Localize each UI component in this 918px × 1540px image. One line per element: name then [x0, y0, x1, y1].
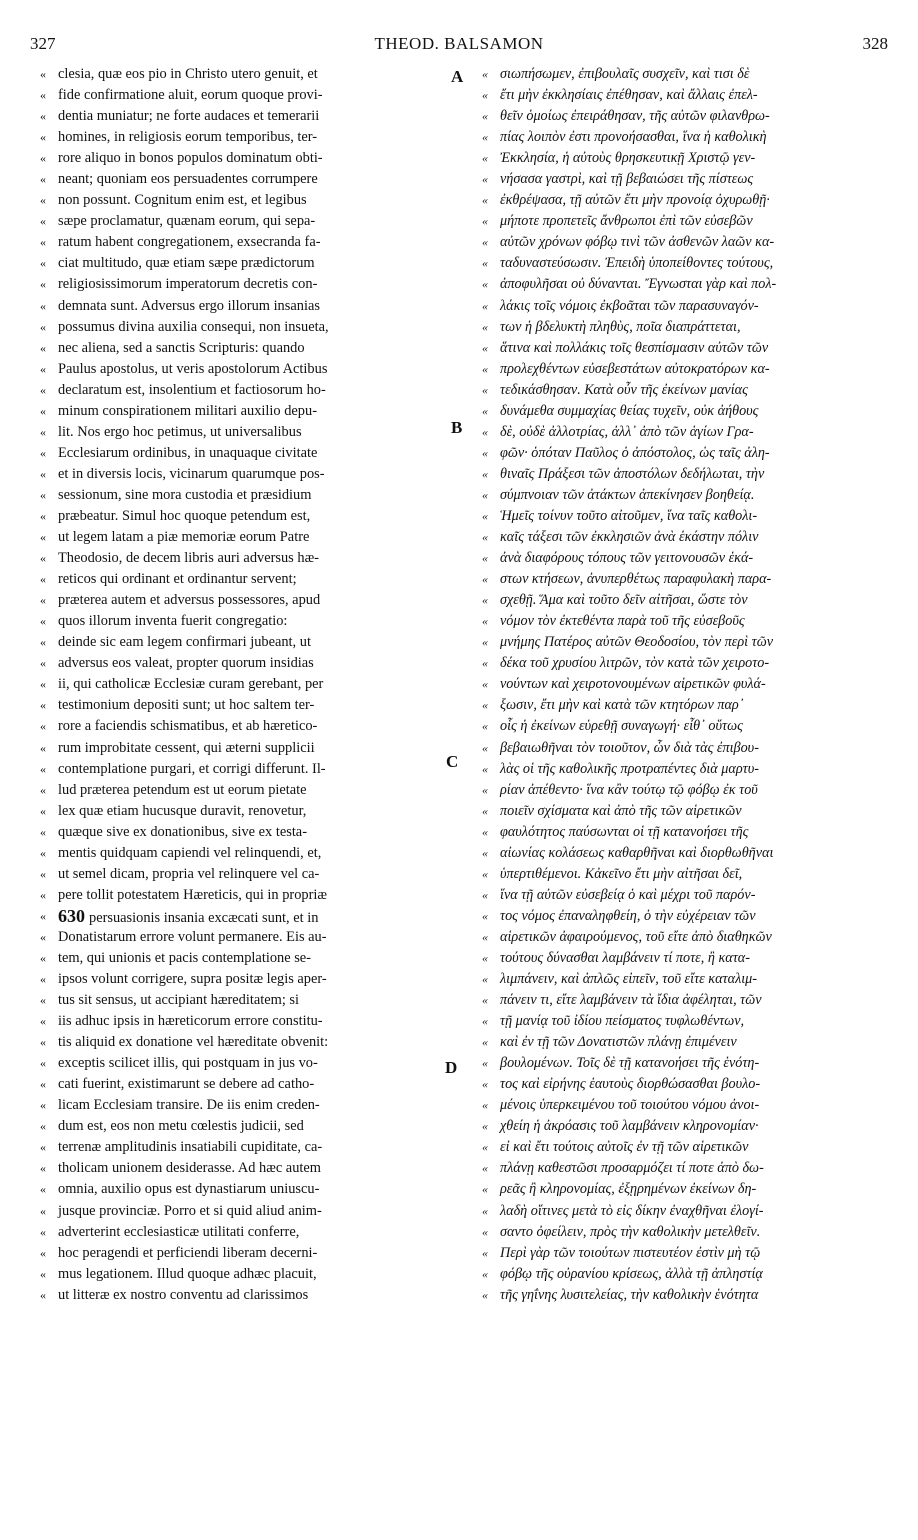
- latin-line-text: dentia muniatur; ne forte audaces et temerarii: [58, 108, 320, 125]
- greek-line: [480, 569, 878, 590]
- greek-line: [480, 1158, 878, 1179]
- greek-line-text: χθείη ἡ ἀκρόασις τοῦ λαμβάνειν κληρονομίαν·: [500, 1118, 759, 1135]
- greek-line-text: ἔτι μὴν ἐκκλησίαις ἐπέθησαν, καὶ ἄλλαις ἐπελ-: [500, 87, 758, 104]
- latin-line-text: Donatistarum errore volunt permanere. Eis au-: [58, 928, 327, 945]
- latin-line: [38, 1179, 456, 1200]
- greek-line: [480, 1201, 878, 1222]
- greek-line: [480, 1264, 878, 1285]
- latin-line: [38, 359, 456, 380]
- latin-line-text: sæpe proclamatur, quænam eorum, qui sepa-: [58, 213, 316, 230]
- greek-line: [480, 674, 878, 695]
- greek-line-text: αἰωνίας κολάσεως καθαρθῆναι καὶ διορθωθῆναι: [500, 844, 774, 861]
- latin-line: [38, 885, 456, 906]
- latin-line-text: pere tollit potestatem Hæreticis, qui in propriæ: [58, 886, 327, 903]
- greek-line-text: τεδικάσθησαν. Κατὰ οὖν τῆς ἐκείνων μανίας: [500, 381, 748, 398]
- greek-line: [480, 1011, 878, 1032]
- greek-line: [480, 927, 878, 948]
- latin-line-text: tholicam unionem desiderasse. Ad hæc autem: [58, 1160, 321, 1177]
- greek-line-text: δέκα τοῦ χρυσίου λιτρῶν, τὸν κατὰ τῶν χειροτο-: [500, 655, 770, 672]
- latin-line: [38, 148, 456, 169]
- greek-line-text: πάνειν τι, εἴτε λαμβάνειν τὰ ἴδια ἀφέληται, τῶν: [500, 992, 762, 1009]
- greek-line-text: φῶν· ὁπόταν Παῦλος ὁ ἀπόστολος, ὡς ταῖς ἀλη-: [500, 444, 770, 461]
- greek-line: [480, 190, 878, 211]
- latin-line-text: cati fuerint, existimarunt se debere ad catho-: [58, 1076, 315, 1093]
- greek-line-text: βεβαιωθῆναι τὸν τοιοῦτον, ὧν διὰ τὰς ἐπιβου-: [500, 739, 759, 756]
- greek-line-text: πλάνῃ καθεστῶσι προσαρμόζει τί ποτε ἀπὸ δω-: [500, 1160, 764, 1177]
- latin-line-text: mentis quidquam capiendi vel relinquendi, et,: [58, 844, 322, 861]
- latin-line: [38, 1264, 456, 1285]
- latin-line: [38, 506, 456, 527]
- latin-line-text: testimonium depositi sunt; ut hoc saltem ter-: [58, 697, 315, 714]
- latin-line-text: tus sit sensus, ut accipiant hæreditatem; si: [58, 992, 300, 1009]
- greek-line: [480, 1032, 878, 1053]
- greek-line-text: μένοις ὑπερκειμένου τοῦ τοιούτου νόμου ἀνοι-: [500, 1097, 760, 1114]
- greek-line-text: ξωσιν, ἔτι μὴν καὶ κατὰ τῶν κτητόρων παρ᾽: [500, 697, 744, 714]
- greek-line-text: νούντων καὶ χειροτονουμένων αἱρετικῶν φυλά-: [500, 676, 766, 693]
- latin-line: [38, 85, 456, 106]
- latin-line-text: ut semel dicam, propria vel relinquere vel ca-: [58, 865, 320, 882]
- latin-line: [38, 485, 456, 506]
- greek-line: [480, 864, 878, 885]
- greek-line: [480, 1222, 878, 1243]
- latin-line-text: religiosissimorum imperatorum decretis con-: [58, 276, 318, 293]
- greek-line: [480, 169, 878, 190]
- page-header: [30, 34, 888, 58]
- latin-line-text: ratum habent congregationem, exsecranda fa-: [58, 234, 321, 251]
- greek-line: [480, 969, 878, 990]
- greek-line-text: φόβῳ τῆς οὐρανίου κρίσεως, ἀλλὰ τῇ ἀπληστίᾳ: [500, 1265, 763, 1282]
- greek-line: [480, 359, 878, 380]
- greek-line-text: στων κτήσεων, ἀνυπερθέτως παραφυλακὴ παρα-: [500, 571, 772, 588]
- greek-line-text: δὲ, οὐδὲ ἀλλοτρίας, ἀλλ᾽ ἀπὸ τῶν ἁγίων Γρα-: [500, 423, 754, 440]
- latin-line: [38, 401, 456, 422]
- greek-line-text: σχεθῇ. Ἅμα καὶ τοῦτο δεῖν αἰτῆσαι, ὥστε τὸν: [500, 592, 748, 609]
- latin-line-text: præterea autem et adversus possessores, apud: [58, 592, 321, 609]
- latin-line: [38, 1222, 456, 1243]
- greek-line: [480, 885, 878, 906]
- greek-line-text: τος νόμος ἐπαναληφθείη, ὁ τὴν εὐχέρειαν τῶν: [500, 907, 756, 924]
- latin-line: [38, 948, 456, 969]
- latin-line: [38, 906, 456, 927]
- latin-line-text: persuasionis insania excæcati sunt, et in: [89, 909, 319, 926]
- greek-line-text: οἷς ἡ ἐκείνων εὑρεθῇ συναγωγή· εἶθ᾽ οὕτως: [500, 718, 743, 735]
- latin-line-text: reticos qui ordinant et ordinantur servent;: [58, 571, 297, 588]
- greek-line: [480, 843, 878, 864]
- greek-line: [480, 1179, 878, 1200]
- latin-line: [38, 253, 456, 274]
- greek-line: [480, 780, 878, 801]
- greek-line-text: ὑπερτιθέμενοι. Κἀκεῖνο ἔτι μὴν αἰτῆσαι δεῖ,: [500, 865, 743, 882]
- latin-line: [38, 1201, 456, 1222]
- latin-line: [38, 1285, 456, 1306]
- greek-line-text: μήποτε προπετεῖς ἄνθρωποι ἐπὶ τῶν εὐσεβῶν: [500, 213, 753, 230]
- greek-line-text: λάκις τοῖς νόμοις ἐκβοᾶται τῶν παρασυναγόν-: [500, 297, 759, 314]
- greek-line: [480, 632, 878, 653]
- latin-line: [38, 674, 456, 695]
- greek-line: [480, 759, 878, 780]
- greek-line-text: θιναῖς Πράξεσι τῶν ἀποστόλων δεδήλωται, τὴν: [500, 465, 765, 482]
- greek-line: [480, 527, 878, 548]
- greek-line: [480, 148, 878, 169]
- latin-line: [38, 716, 456, 737]
- latin-line-text: et in diversis locis, vicinarum quarumque pos-: [58, 465, 325, 482]
- greek-line: [480, 1243, 878, 1264]
- latin-line: [38, 548, 456, 569]
- latin-line-text: Theodosio, de decem libris auri adversus hæ-: [58, 550, 319, 567]
- latin-line-text: ut litteræ ex nostro conventu ad clarissimos: [58, 1286, 309, 1303]
- greek-line-text: δυνάμεθα συμμαχίας θείας τυχεῖν, οὐκ ἀήθους: [500, 402, 759, 419]
- latin-line: [38, 1137, 456, 1158]
- greek-line-text: θεῖν ὁμοίως ἐπειράθησαν, τῆς αὐτῶν φιλανθρω-: [500, 108, 770, 125]
- latin-line: [38, 927, 456, 948]
- latin-line-text: deinde sic eam legem confirmari jubeant, ut: [58, 634, 311, 651]
- greek-line-text: λαδὴ οἵτινες μετὰ τὸ εἰς δίκην ἐναχθῆναι ἐλογί-: [500, 1202, 764, 1219]
- margin-page-number: 630: [58, 905, 85, 926]
- greek-line: [480, 695, 878, 716]
- latin-line-text: ut legem latam a piæ memoriæ eorum Patre: [58, 529, 310, 546]
- latin-line-text: omnia, auxilio opus est dynastiarum uniuscu-: [58, 1181, 320, 1198]
- latin-line-text: minum conspirationem militari auxilio depu-: [58, 402, 317, 419]
- latin-line: [38, 338, 456, 359]
- latin-line-text: lit. Nos ergo hoc petimus, ut universalibus: [58, 423, 302, 440]
- latin-line-text: Paulus apostolus, ut veris apostolorum Actibus: [58, 360, 328, 377]
- latin-line-text: sessionum, sine mora custodia et præsidium: [58, 486, 312, 503]
- latin-line: [38, 780, 456, 801]
- greek-line-text: νόμον τὸν ἐκτεθέντα παρὰ τοῦ τῆς εὐσεβοῦς: [500, 613, 745, 630]
- latin-line-text: lex quæ etiam hucusque duravit, renovetur,: [58, 802, 307, 819]
- latin-line-text: ciat multitudo, quæ etiam sæpe prædictorum: [58, 255, 315, 272]
- latin-line: [38, 695, 456, 716]
- latin-line-text: mus legationem. Illud quoque adhæc placuit,: [58, 1265, 317, 1282]
- greek-line: [480, 506, 878, 527]
- latin-line: [38, 632, 456, 653]
- greek-line: [480, 317, 878, 338]
- greek-line: [480, 611, 878, 632]
- greek-line-text: ταδυναστεύσωσιν. Ἐπειδὴ ὑποπείθοντες τούτους,: [500, 255, 774, 272]
- greek-line: [480, 738, 878, 759]
- latin-line: [38, 801, 456, 822]
- page-number-right: 328: [862, 34, 888, 53]
- latin-line-text: contemplatione purgari, et corrigi differunt. Il-: [58, 760, 326, 777]
- latin-line-text: ipsos volunt corrigere, supra positæ legis aper-: [58, 971, 327, 988]
- latin-line-text: hoc peragendi et perficiendi liberam decerni-: [58, 1244, 318, 1261]
- latin-line-text: quos illorum inventa fuerit congregatio:: [58, 613, 288, 630]
- greek-line: [480, 990, 878, 1011]
- latin-line: [38, 127, 456, 148]
- greek-line: [480, 106, 878, 127]
- greek-line-text: Περὶ γὰρ τῶν τοιούτων πιστευτέον ἐστὶν μὴ τῷ: [500, 1244, 761, 1261]
- greek-line-text: των ἡ βδελυκτὴ πληθὺς, ποῖα διαπράττεται,: [500, 318, 741, 335]
- latin-line: [38, 653, 456, 674]
- greek-line: [480, 64, 878, 85]
- latin-line-text: licam Ecclesiam transire. De iis enim creden-: [58, 1097, 320, 1114]
- latin-line-text: homines, in religiosis eorum temporibus, ter-: [58, 129, 318, 146]
- greek-line-text: αὐτῶν χρόνων φόβῳ τινὶ τῶν ἀσθενῶν λαῶν κα-: [500, 234, 775, 251]
- greek-line: [480, 485, 878, 506]
- latin-line-text: adverterint ecclesiasticæ utilitati conferre,: [58, 1223, 300, 1240]
- greek-line-text: ρεᾶς ἢ κληρονομίας, ἐξῃρημένων ἐκείνων δη-: [500, 1181, 757, 1198]
- greek-line: [480, 1074, 878, 1095]
- greek-line-text: ρίαν ἀπέθεντο· ἵνα κἂν τούτῳ τῷ φόβῳ ἐκ τοῦ: [500, 781, 758, 798]
- latin-line: [38, 274, 456, 295]
- latin-line-text: rore a faciendis schismatibus, et ab hæretico-: [58, 718, 318, 735]
- latin-line: [38, 1032, 456, 1053]
- greek-line-text: τῆς γηΐνης λυσιτελείας, τὴν καθολικὴν ἑνότητα: [500, 1286, 759, 1303]
- latin-line: [38, 969, 456, 990]
- greek-line-text: εἰ καὶ ἔτι τούτοις αὐτοῖς ἐν τῇ τῶν αἱρετικῶν: [500, 1139, 749, 1156]
- latin-line: [38, 759, 456, 780]
- greek-line-text: τῇ μανίᾳ τοῦ ἰδίου πείσματος τυφλωθέντων,: [500, 1013, 745, 1030]
- greek-line: [480, 653, 878, 674]
- latin-line-text: nec aliena, sed a sanctis Scripturis: quando: [58, 339, 305, 356]
- greek-line-text: τος καὶ εἰρήνης ἑαυτοὺς διορθώσασθαι βουλο-: [500, 1076, 761, 1093]
- greek-line: [480, 85, 878, 106]
- greek-line-text: φαυλότητος παύσωνται οἱ τῇ κατανοήσει τῆς: [500, 823, 749, 840]
- latin-line: [38, 1053, 456, 1074]
- latin-line-text: jusque provinciæ. Porro et si quid aliud anim-: [58, 1202, 322, 1219]
- greek-line: [480, 716, 878, 737]
- latin-line-text: possumus divina auxilia consequi, non insueta,: [58, 318, 329, 335]
- latin-line-text: exceptis scilicet illis, qui postquam in jus vo-: [58, 1055, 318, 1072]
- latin-line: [38, 590, 456, 611]
- latin-line: [38, 843, 456, 864]
- latin-line: [38, 527, 456, 548]
- greek-line: [480, 464, 878, 485]
- greek-line-text: λὰς οἱ τῆς καθολικῆς προτραπέντες διὰ μαρτυ-: [500, 760, 759, 777]
- greek-line-text: αἱρετικῶν ἀφαιρούμενος, τοῦ εἴτε ἀπὸ διαθηκῶν: [500, 928, 772, 945]
- latin-line-text: lud præterea petendum est ut eorum pietate: [58, 781, 307, 798]
- latin-line-text: rore aliquo in bonos populos dominatum obti-: [58, 150, 323, 167]
- greek-line: [480, 443, 878, 464]
- latin-line: [38, 296, 456, 317]
- latin-line: [38, 232, 456, 253]
- greek-line-text: μνήμης Πατέρος αὐτῶν Θεοδοσίου, τὸν περὶ τῶν: [500, 634, 774, 651]
- latin-line-text: terrenæ amplitudinis insatiabili cupiditate, ca-: [58, 1139, 323, 1156]
- greek-line-text: καῖς τάξεσι τῶν ἐκκλησιῶν ἀνὰ ἑκάστην πόλιν: [500, 529, 759, 546]
- latin-line: [38, 443, 456, 464]
- greek-line: [480, 380, 878, 401]
- greek-line-text: προλεχθέντων εὐσεβεστάτων αὐτοκρατόρων κα-: [500, 360, 770, 377]
- latin-line-text: neant; quoniam eos persuadentes corrumpere: [58, 171, 318, 188]
- latin-line-text: declaratum est, insolentium et factiosorum ho-: [58, 381, 326, 398]
- latin-column: [38, 64, 459, 1306]
- greek-line: [480, 1095, 878, 1116]
- greek-line-text: πίας λοιπὸν ἐστι προνοήσασθαι, ἵνα ἡ καθολικὴ: [500, 129, 767, 146]
- latin-line: [38, 190, 456, 211]
- greek-line: [480, 232, 878, 253]
- greek-line: [480, 1285, 878, 1306]
- greek-line: [480, 906, 878, 927]
- greek-line: [480, 948, 878, 969]
- greek-line: [480, 338, 878, 359]
- greek-line: [480, 822, 878, 843]
- latin-line: [38, 1158, 456, 1179]
- greek-line-text: λιμπάνειν, καὶ ἁπλῶς εἰπεῖν, τοῦ εἴτε καταλιμ-: [500, 971, 758, 988]
- latin-line: [38, 864, 456, 885]
- page-number-left: 327: [30, 34, 56, 53]
- latin-line-text: rum improbitate cessent, qui æterni supplicii: [58, 739, 315, 756]
- greek-line-text: Ἡμεῖς τοίνυν τοῦτο αἰτοῦμεν, ἵνα ταῖς καθολι-: [500, 507, 758, 524]
- latin-line-text: quæque sive ex donationibus, sive ex testa-: [58, 823, 307, 840]
- latin-line: [38, 1243, 456, 1264]
- greek-line-text: σιωπήσωμεν, ἐπιβουλαῖς συσχεῖν, καὶ τισι δὲ: [500, 66, 750, 82]
- latin-line: [38, 169, 456, 190]
- latin-line: [38, 1095, 456, 1116]
- latin-line: [38, 422, 456, 443]
- greek-line-text: σαντο ὀφείλειν, πρὸς τὴν καθολικὴν μετελθεῖν.: [500, 1223, 761, 1240]
- margin-letter-b: B: [451, 418, 463, 437]
- greek-line-text: ἵνα τῇ αὐτῶν εὐσεβείᾳ ὁ καὶ μέχρι τοῦ παρόν-: [500, 886, 756, 903]
- greek-line: [480, 296, 878, 317]
- latin-line-text: ii, qui catholicæ Ecclesiæ curam gerebant, per: [58, 676, 324, 693]
- latin-line: [38, 64, 456, 85]
- greek-line-text: νήσασα γαστρὶ, καὶ τῇ βεβαιώσει τῆς πίστεως: [500, 171, 754, 188]
- latin-line-text: præbeatur. Simul hoc quoque petendum est,: [58, 507, 311, 524]
- latin-line: [38, 990, 456, 1011]
- latin-line: [38, 1116, 456, 1137]
- latin-line-text: non possunt. Cognitum enim est, et legibus: [58, 192, 307, 209]
- latin-line-text: clesia, quæ eos pio in Christo utero genuit, et: [58, 66, 318, 82]
- greek-line: [480, 1137, 878, 1158]
- latin-line-text: Ecclesiarum ordinibus, in unaquaque civitate: [58, 444, 318, 461]
- greek-line: [480, 127, 878, 148]
- greek-line: [480, 274, 878, 295]
- latin-line: [38, 464, 456, 485]
- greek-line-text: σύμπνοιαν τῶν ἀτάκτων ἀπεκίνησεν βοηθείᾳ.: [500, 486, 755, 503]
- latin-line-text: fide confirmatione aluit, eorum quoque provi-: [58, 87, 323, 104]
- greek-line: [480, 1116, 878, 1137]
- greek-line-text: ἅτινα καὶ πολλάκις τοῖς θεσπίσμασιν αὐτῶν τῶν: [500, 339, 769, 356]
- latin-line: [38, 211, 456, 232]
- latin-line: [38, 380, 456, 401]
- greek-line-text: τούτους δύνασθαι λαμβάνειν τί ποτε, ἢ κατα-: [500, 949, 750, 966]
- latin-line: [38, 611, 456, 632]
- margin-letter-c: C: [446, 752, 459, 771]
- greek-line: [480, 548, 878, 569]
- greek-line: [480, 401, 878, 422]
- latin-line: [38, 106, 456, 127]
- running-title: THEOD. BALSAMON: [374, 34, 544, 53]
- margin-letter-d: D: [445, 1058, 458, 1077]
- latin-line-text: adversus eos valeat, propter quorum insidias: [58, 655, 314, 672]
- latin-line: [38, 569, 456, 590]
- greek-line-text: ἀνὰ διαφόρους τόπους τῶν γειτονουσῶν ἑκά-: [500, 550, 754, 567]
- greek-line: [480, 422, 878, 443]
- latin-line-text: tem, qui unionis et pacis contemplatione se-: [58, 949, 311, 966]
- greek-line: [480, 253, 878, 274]
- greek-line: [480, 590, 878, 611]
- greek-line-text: καὶ ἐν τῇ τῶν Δονατιστῶν πλάνῃ ἐπιμένειν: [500, 1034, 737, 1051]
- latin-line: [38, 1074, 456, 1095]
- greek-line-text: ἐκθρέψασα, τῇ αὐτῶν ἔτι μὴν προνοίᾳ ὀχυρωθῇ·: [500, 192, 770, 209]
- margin-letter-a: A: [451, 67, 464, 86]
- greek-line: [480, 1053, 878, 1074]
- greek-line-text: ποιεῖν σχίσματα καὶ ἀπὸ τῆς τῶν αἱρετικῶν: [500, 802, 742, 819]
- greek-line: [480, 211, 878, 232]
- latin-line-text: dum est, eos non metu cœlestis judicii, sed: [58, 1118, 304, 1135]
- latin-line: [38, 1011, 456, 1032]
- latin-line: [38, 317, 456, 338]
- latin-line-text: demnata sunt. Adversus ergo illorum insanias: [58, 297, 320, 314]
- greek-line-text: βουλομένων. Τοῖς δὲ τῇ κατανοήσει τῆς ἑνότη-: [500, 1055, 760, 1072]
- greek-line-text: Ἐκκλησία, ἡ αὐτοὺς θρησκευτικῇ Χριστῷ γεν-: [500, 150, 756, 167]
- greek-column: [480, 64, 878, 1306]
- latin-line-text: iis adhuc ipsis in hæreticorum errore constitu-: [58, 1013, 323, 1030]
- latin-line: [38, 822, 456, 843]
- latin-line-text: tis aliquid ex donatione vel hæreditate obvenit:: [58, 1034, 329, 1051]
- latin-line: [38, 738, 456, 759]
- greek-line-text: ἀποφυλῆσαι οὐ δύνανται. Ἔγνωσται γὰρ καὶ πολ-: [500, 276, 777, 293]
- greek-line: [480, 801, 878, 822]
